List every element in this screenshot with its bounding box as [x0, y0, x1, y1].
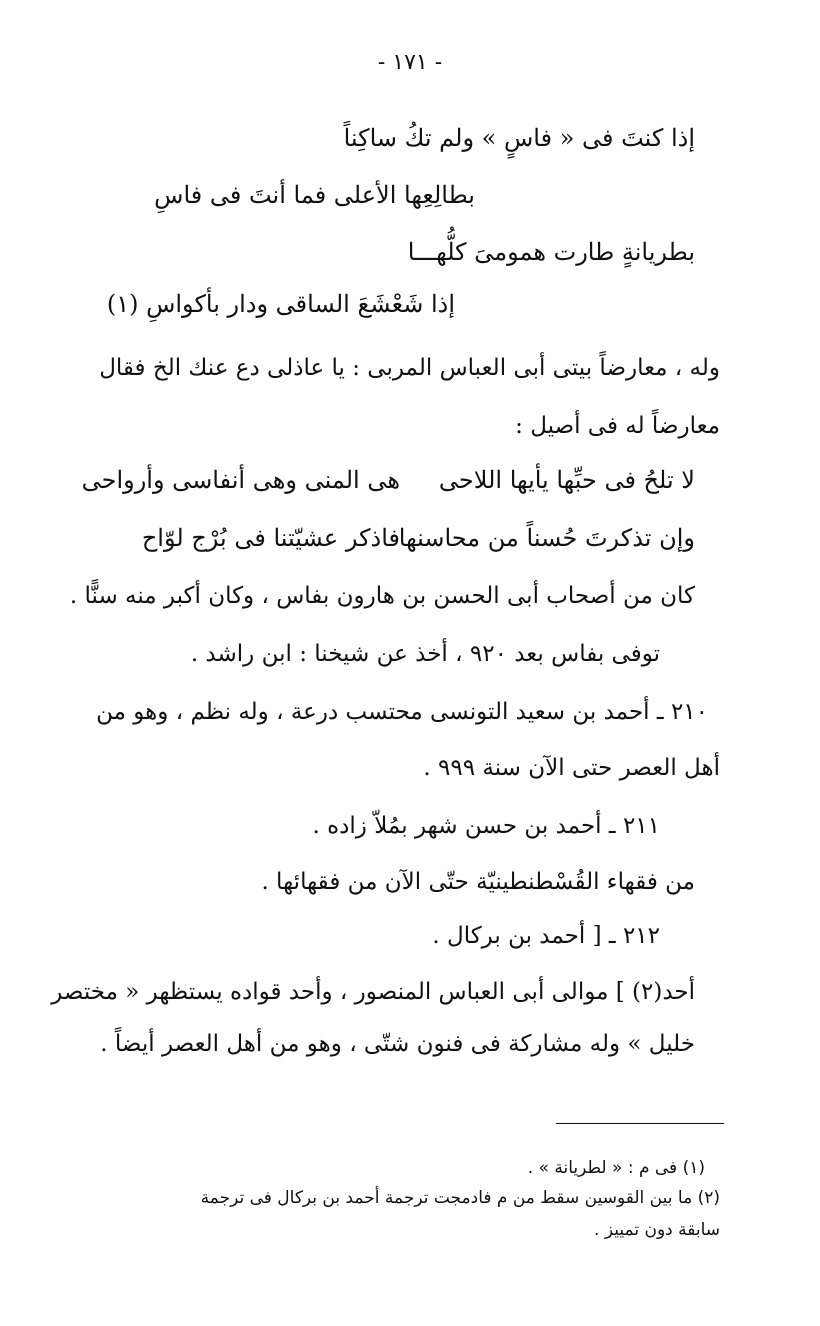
entry-211-line-1: ٢١١ ـ أحمد بن حسن شهر بمُلاّ زاده . [312, 813, 660, 839]
entry-211-line-2: من فقهاء القُسْطنطينيّة حتّى الآن من فقهائها . [261, 869, 695, 895]
entry-212-line-2: أحد(٢) ] موالى أبى العباس المنصور ، وأحد قواده يستظهر « مختصر [51, 979, 695, 1005]
verse-line-4: إذا شَعْشَعَ الساقى ودار بأكواسِ (١) [106, 290, 455, 318]
prose-line-3: كان من أصحاب أبى الحسن بن هارون بفاس ، وكان أكبر منه سنًّا . [69, 583, 695, 609]
entry-210-line-2: أهل العصر حتى الآن سنة ٩٩٩ . [423, 755, 720, 781]
entry-212-line-1: ٢١٢ ـ [ أحمد بن بركال . [432, 923, 660, 949]
entry-212-line-3: خليل » وله مشاركة فى فنون شتّى ، وهو من أهل العصر أيضاً . [100, 1031, 695, 1057]
footnote-2-line-1: (٢) ما بين القوسين سقط من م فادمجت ترجمة أحمد بن بركال فى ترجمة [200, 1188, 720, 1208]
verse-2-line-1-left: هى المنى وهى أنفاسى وأرواحى [81, 466, 400, 494]
footnote-2-line-2: سابقة دون تمييز . [594, 1220, 720, 1240]
verse-line-2: بطالِعِها الأعلى فما أنتَ فى فاسِ [154, 181, 475, 209]
verse-line-1: إذا كنتَ فى « فاسٍ » ولم تكُ ساكِناً [343, 124, 695, 152]
footnote-1: (١) فى م : « لطريانة » . [527, 1158, 705, 1178]
prose-line-4: توفى بفاس بعد ٩٢٠ ، أخذ عن شيخنا : ابن راشد . [190, 641, 660, 667]
entry-210-line-1: ٢١٠ ـ أحمد بن سعيد التونسى محتسب درعة ، وله نظم ، وهو من [96, 699, 708, 725]
footnote-separator [556, 1123, 724, 1124]
verse-2-line-2-right: وإن تذكرتَ حُسناً من محاسنها [398, 524, 695, 552]
verse-2-line-2-left: فاذكر عشيّتنا فى بُرْج لوّاح [141, 524, 400, 552]
prose-line-2: معارضاً له فى أصيل : [515, 413, 720, 439]
prose-line-1: وله ، معارضاً بيتى أبى العباس المربى : يا عاذلى دع عنك الخ فقال [99, 355, 720, 381]
verse-line-3: بطريانةٍ طارت همومىَ كلُّهـــا [407, 238, 695, 266]
page-number: - ١٧١ - [377, 50, 443, 75]
verse-2-line-1-right: لا تلحُ فى حبِّها يأيها اللاحى [438, 466, 695, 494]
